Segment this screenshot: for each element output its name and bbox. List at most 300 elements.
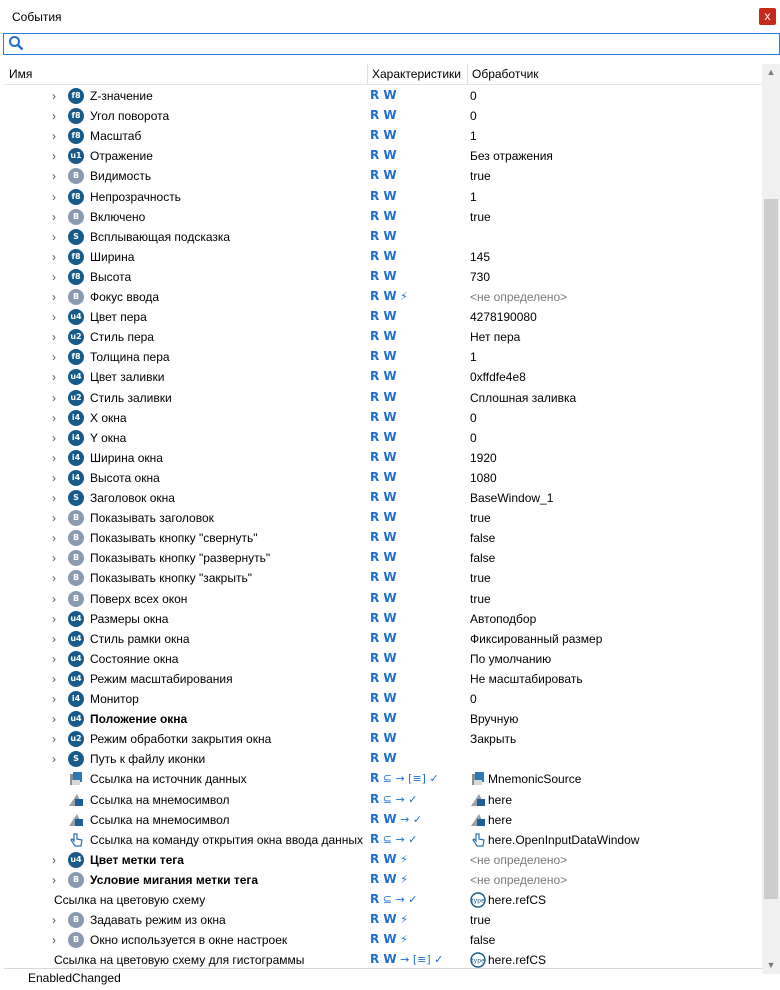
row-name: Высота (90, 269, 132, 284)
mnemo-icon (470, 792, 486, 808)
extra-flags-icon: ⊆ → ✓ (379, 792, 418, 806)
row-name: Окно используется в окне настроек (90, 933, 288, 948)
chevron-right-icon[interactable]: › (52, 370, 56, 385)
row-handler[interactable]: 1 (470, 189, 477, 204)
type-badge-icon: u4 (68, 711, 84, 727)
row-name: Режим обработки закрытия окна (90, 732, 272, 747)
row-handler[interactable]: Фиксированный размер (470, 631, 603, 646)
chevron-right-icon[interactable]: › (52, 631, 56, 646)
tree-row[interactable] (4, 126, 762, 146)
search-input[interactable] (28, 35, 772, 55)
row-name: Ссылка на цветовую схему для гистограммы (54, 953, 305, 968)
hand-icon (68, 832, 84, 848)
row-name: Высота окна (90, 470, 160, 485)
row-name: Цвет пера (90, 310, 147, 325)
svg-text:type: type (471, 957, 485, 965)
type-badge-icon: i4 (68, 430, 84, 446)
row-handler[interactable]: Не масштабировать (470, 671, 583, 686)
row-handler[interactable]: По умолчанию (470, 651, 552, 666)
row-characteristics (370, 611, 397, 625)
rw-flags: R W (370, 429, 397, 444)
close-icon: x (764, 9, 771, 23)
type-badge-icon: u4 (68, 651, 84, 667)
row-characteristics (370, 88, 397, 102)
row-characteristics (370, 309, 397, 323)
row-name: Ссылка на цветовую схему (54, 893, 206, 907)
tree-row[interactable] (4, 528, 762, 548)
tree-row[interactable] (4, 428, 762, 448)
type-badge-icon: B (68, 550, 84, 566)
tree-row[interactable] (4, 287, 762, 307)
type-badge-icon: B (68, 168, 84, 184)
type-badge-icon: u4 (68, 611, 84, 627)
row-handler[interactable]: true (470, 169, 491, 184)
chevron-right-icon[interactable]: › (52, 269, 56, 284)
type-badge-icon: B (68, 289, 84, 305)
rw-flags: R (370, 892, 380, 906)
chevron-right-icon[interactable]: › (52, 491, 56, 505)
rw-flags: R W (370, 610, 397, 625)
row-name: Стиль заливки (90, 390, 172, 405)
type-badge-icon: u2 (68, 731, 84, 747)
chevron-right-icon[interactable]: › (52, 872, 56, 887)
rw-flags: R W (370, 530, 397, 545)
type-badge-icon: f8 (68, 189, 84, 205)
mnemo-icon (68, 792, 84, 808)
chevron-right-icon[interactable]: › (52, 430, 56, 445)
row-characteristics (370, 731, 397, 745)
row-characteristics (370, 832, 417, 846)
chevron-right-icon[interactable]: › (52, 169, 56, 184)
row-handler[interactable]: 0 (470, 410, 477, 425)
row-characteristics (370, 229, 397, 243)
row-characteristics (370, 792, 417, 806)
row-characteristics (370, 872, 408, 886)
rw-flags: R W (370, 851, 397, 866)
row-handler[interactable]: Без отражения (470, 149, 553, 164)
row-handler[interactable]: 0 (470, 109, 477, 124)
row-handler[interactable]: true (470, 209, 491, 224)
row-handler[interactable]: 1080 (470, 470, 497, 485)
type-badge-icon: B (68, 591, 84, 607)
row-characteristics (370, 470, 397, 484)
row-handler[interactable]: 1 (470, 129, 477, 144)
row-name: Включено (90, 209, 146, 224)
tree-row[interactable] (4, 649, 762, 669)
type-badge-icon: B (68, 209, 84, 225)
chevron-right-icon[interactable]: › (52, 189, 56, 204)
tree-row[interactable] (4, 729, 762, 749)
chevron-right-icon[interactable]: › (52, 511, 56, 526)
row-name: Стиль пера (90, 330, 154, 345)
tree-row[interactable] (4, 609, 762, 629)
rw-flags: R W (370, 389, 397, 404)
rw-flags: R W (370, 329, 397, 344)
row-name: Видимость (90, 169, 152, 184)
row-name: Непрозрачность (90, 189, 181, 204)
chevron-right-icon[interactable]: › (52, 651, 56, 666)
search-icon (8, 35, 24, 51)
rw-flags: R W (370, 309, 397, 324)
extra-flags-icon: → ✓ (396, 812, 423, 826)
rw-flags: R W (370, 188, 397, 203)
row-name: Угол поворота (90, 109, 170, 124)
rw-flags: R W (370, 590, 397, 605)
row-handler[interactable]: 4278190080 (470, 310, 537, 325)
chevron-right-icon[interactable]: › (52, 913, 56, 928)
scrollbar-thumb[interactable] (764, 199, 778, 899)
tree-row[interactable] (4, 166, 762, 186)
type-badge-icon: S (68, 751, 84, 767)
type-badge-icon: S (68, 490, 84, 506)
tree-row[interactable] (4, 790, 762, 810)
tree-row[interactable] (4, 187, 762, 207)
type-badge-icon: f8 (68, 128, 84, 144)
type-badge-icon: f8 (68, 269, 84, 285)
type-badge-icon: B (68, 510, 84, 526)
tree-row[interactable] (4, 850, 762, 870)
tree-row[interactable] (4, 488, 762, 508)
chevron-right-icon[interactable]: › (52, 229, 56, 244)
chevron-right-icon[interactable]: › (52, 531, 56, 546)
type-badge-icon: f8 (68, 108, 84, 124)
row-name: Отражение (90, 149, 153, 164)
row-characteristics (370, 289, 408, 303)
extra-flags-icon: ⚡ (396, 913, 408, 927)
row-characteristics (370, 550, 397, 564)
row-handler[interactable]: BaseWindow_1 (470, 491, 554, 505)
tree-row[interactable] (4, 468, 762, 488)
row-handler[interactable]: 730 (470, 269, 491, 284)
hand-icon (470, 832, 486, 848)
tree-row[interactable] (4, 347, 762, 367)
rw-flags: R W (370, 289, 397, 303)
row-characteristics (370, 269, 397, 283)
row-name: Задавать режим из окна (90, 913, 226, 928)
tree-row[interactable] (4, 890, 762, 910)
chevron-right-icon[interactable]: › (52, 551, 56, 566)
tree-row[interactable] (4, 709, 762, 729)
row-handler[interactable]: 0 (470, 430, 477, 445)
row-name: Размеры окна (90, 611, 169, 626)
chevron-right-icon[interactable]: › (52, 450, 56, 465)
rw-flags: R W (370, 871, 397, 886)
row-handler[interactable]: here (488, 792, 513, 807)
row-handler[interactable]: here.OpenInputDataWindow (488, 832, 640, 847)
row-name: Ссылка на мнемосимвол (90, 792, 230, 807)
chevron-right-icon[interactable]: › (52, 109, 56, 124)
type-badge-icon: i4 (68, 691, 84, 707)
chevron-right-icon[interactable]: › (52, 149, 56, 164)
extra-flags-icon: ⚡ (396, 290, 408, 303)
rw-flags: R W (370, 630, 397, 645)
tree-row[interactable] (4, 307, 762, 327)
tree-row[interactable] (4, 106, 762, 126)
type-badge-icon: S (68, 229, 84, 245)
column-header-row (4, 64, 762, 85)
row-characteristics (370, 349, 397, 363)
type-icon (470, 892, 486, 908)
chevron-right-icon[interactable]: › (52, 290, 56, 304)
chevron-right-icon[interactable]: › (52, 209, 56, 224)
column-header-characteristics[interactable]: Характеристики (372, 67, 461, 81)
rw-flags: R (370, 831, 380, 846)
row-handler[interactable]: true (470, 913, 491, 928)
row-characteristics (370, 852, 408, 866)
type-badge-icon: u2 (68, 329, 84, 345)
tree-row[interactable] (4, 327, 762, 347)
row-handler[interactable]: false (470, 531, 496, 546)
chevron-right-icon[interactable]: › (52, 390, 56, 405)
chevron-right-icon[interactable]: › (52, 692, 56, 706)
rw-flags: R W (370, 208, 397, 223)
tree-row[interactable] (4, 910, 762, 930)
row-characteristics (370, 329, 397, 343)
row-handler[interactable]: true (470, 571, 491, 586)
tree-row[interactable] (4, 508, 762, 528)
tree-row[interactable] (4, 830, 762, 850)
row-characteristics (370, 570, 397, 584)
rw-flags: R W (370, 349, 397, 364)
row-name: Состояние окна (90, 651, 179, 666)
rw-flags: R W (370, 369, 397, 384)
row-handler[interactable]: 0 (470, 89, 477, 103)
tree-row[interactable] (4, 568, 762, 588)
tree-row[interactable] (4, 749, 762, 769)
chevron-right-icon[interactable]: › (52, 852, 56, 867)
chevron-right-icon[interactable]: › (52, 410, 56, 425)
tree-row[interactable] (4, 810, 762, 830)
rw-flags: R W (370, 228, 397, 243)
chevron-right-icon[interactable]: › (52, 470, 56, 485)
row-handler[interactable]: MnemonicSource (488, 772, 582, 787)
chevron-right-icon[interactable]: › (52, 310, 56, 325)
tree-row[interactable] (4, 146, 762, 166)
row-characteristics (370, 450, 397, 464)
tree-row[interactable] (4, 388, 762, 408)
row-name: Монитор (90, 692, 139, 706)
row-characteristics (370, 108, 397, 122)
tree-row[interactable] (4, 267, 762, 287)
rw-flags: R W (370, 550, 397, 565)
row-name: Ссылка на команду открытия окна ввода данных (90, 832, 364, 847)
row-characteristics (370, 189, 397, 203)
row-name: Ссылка на мнемосимвол (90, 812, 230, 827)
chevron-right-icon[interactable]: › (52, 330, 56, 345)
rw-flags: R W (370, 168, 397, 183)
extra-flags-icon: → [≡] ✓ (396, 953, 444, 967)
tree-row[interactable] (4, 227, 762, 247)
row-handler[interactable]: Вручную (470, 712, 519, 727)
row-handler[interactable]: true (470, 591, 491, 606)
rw-flags: R W (370, 268, 397, 283)
window-title: События (12, 10, 62, 24)
row-characteristics (370, 410, 397, 424)
row-characteristics (370, 249, 397, 263)
tree-row[interactable] (4, 247, 762, 267)
rw-flags: R W (370, 490, 397, 504)
rw-flags: R W (370, 650, 397, 665)
row-handler[interactable]: <не определено> (470, 872, 568, 887)
rw-flags: R W (370, 751, 397, 766)
scroll-up-arrow-icon[interactable]: ▲ (766, 67, 776, 77)
tree-row[interactable] (4, 408, 762, 428)
row-characteristics (370, 128, 397, 142)
tree-row[interactable] (4, 870, 762, 890)
row-name: Ширина окна (90, 450, 163, 465)
source-icon (68, 771, 84, 787)
close-button[interactable] (759, 8, 776, 25)
chevron-right-icon[interactable]: › (52, 933, 56, 948)
row-characteristics (370, 510, 397, 524)
row-handler[interactable]: <не определено> (470, 290, 568, 304)
type-badge-icon: u4 (68, 671, 84, 687)
row-characteristics (370, 912, 408, 926)
row-handler[interactable]: false (470, 933, 496, 948)
row-characteristics (370, 209, 397, 223)
column-header-handler[interactable]: Обработчик (472, 67, 539, 81)
rw-flags: R W (370, 811, 397, 826)
tree-row[interactable] (4, 448, 762, 468)
row-handler[interactable]: 0xffdfe4e8 (470, 370, 526, 385)
rw-flags: R W (370, 952, 397, 967)
row-name: Всплывающая подсказка (90, 229, 231, 244)
selected-event-name: EnabledChanged (28, 971, 121, 985)
type-badge-icon: B (68, 872, 84, 888)
chevron-right-icon[interactable]: › (52, 129, 56, 144)
tree-row[interactable] (4, 86, 762, 106)
tree-row[interactable] (4, 689, 762, 709)
rw-flags: R (370, 771, 380, 786)
row-handler[interactable]: 0 (470, 692, 477, 706)
row-handler[interactable]: Сплошная заливка (470, 390, 577, 405)
row-characteristics (370, 812, 422, 826)
row-characteristics (370, 390, 397, 404)
column-divider[interactable] (467, 64, 468, 84)
row-handler[interactable]: Автоподбор (470, 611, 537, 626)
row-name: Цвет метки тега (90, 852, 184, 867)
chevron-right-icon[interactable]: › (52, 671, 56, 686)
rw-flags: R W (370, 108, 397, 123)
row-handler[interactable]: 145 (470, 249, 491, 264)
row-characteristics (370, 490, 397, 504)
type-badge-icon: u4 (68, 309, 84, 325)
rw-flags: R (370, 791, 380, 806)
extra-flags-icon: ⊆ → ✓ (379, 832, 418, 846)
row-handler[interactable]: 1920 (470, 450, 497, 465)
row-name: Заголовок окна (90, 491, 175, 505)
search-bar[interactable] (3, 33, 780, 55)
row-name: Условие мигания метки тега (90, 872, 259, 887)
row-handler[interactable]: Нет пера (470, 330, 521, 345)
mnemo-icon (470, 812, 486, 828)
extra-flags-icon: ⊆ → [≡] ✓ (379, 772, 439, 786)
row-handler[interactable]: 1 (470, 350, 477, 365)
type-badge-icon: B (68, 570, 84, 586)
chevron-right-icon[interactable]: › (52, 571, 56, 586)
mnemo-icon (68, 812, 84, 828)
type-badge-icon: f8 (68, 88, 84, 104)
row-characteristics (370, 591, 397, 605)
row-name: Режим масштабирования (90, 671, 233, 686)
rw-flags: R W (370, 932, 397, 947)
rw-flags: R W (370, 731, 397, 746)
row-characteristics (370, 892, 417, 906)
row-characteristics (370, 631, 397, 645)
type-icon (470, 952, 486, 968)
type-badge-icon: u2 (68, 390, 84, 406)
row-characteristics (370, 952, 443, 966)
row-characteristics (370, 671, 397, 685)
tree-row[interactable] (4, 769, 762, 789)
source-icon (470, 771, 486, 787)
row-handler[interactable]: here (488, 812, 513, 827)
type-badge-icon: i4 (68, 410, 84, 426)
row-name: Показывать заголовок (90, 511, 214, 526)
rw-flags: R W (370, 711, 397, 726)
tree-row[interactable] (4, 207, 762, 227)
type-badge-icon: i4 (68, 450, 84, 466)
chevron-right-icon[interactable]: › (52, 350, 56, 365)
row-handler[interactable]: false (470, 551, 496, 566)
row-characteristics (370, 168, 397, 182)
chevron-right-icon[interactable]: › (52, 732, 56, 747)
chevron-right-icon[interactable]: › (52, 611, 56, 626)
chevron-right-icon[interactable]: › (52, 591, 56, 606)
row-handler[interactable]: here.refCS (488, 953, 547, 968)
row-name: X окна (90, 410, 127, 425)
row-name: Y окна (90, 430, 127, 445)
row-name: Масштаб (90, 129, 142, 144)
type-badge-icon: i4 (68, 470, 84, 486)
row-handler[interactable]: Закрыть (470, 732, 517, 747)
row-name: Положение окна (90, 712, 188, 727)
tree-row[interactable] (4, 629, 762, 649)
row-name: Z-значение (90, 89, 153, 103)
chevron-right-icon[interactable]: › (52, 712, 56, 727)
rw-flags: R W (370, 570, 397, 585)
chevron-right-icon[interactable]: › (52, 752, 56, 767)
type-badge-icon: B (68, 932, 84, 948)
type-badge-icon: f8 (68, 349, 84, 365)
rw-flags: R W (370, 449, 397, 464)
rw-flags: R W (370, 248, 397, 263)
status-bar (4, 968, 762, 987)
row-handler[interactable]: <не определено> (470, 852, 568, 867)
chevron-right-icon[interactable]: › (52, 89, 56, 103)
chevron-right-icon[interactable]: › (52, 249, 56, 264)
title-bar (0, 0, 780, 34)
row-handler[interactable]: here.refCS (488, 893, 547, 907)
rw-flags: R W (370, 691, 397, 705)
tree-row[interactable] (4, 930, 762, 950)
extra-flags-icon: ⚡ (396, 852, 408, 866)
row-handler[interactable]: true (470, 511, 491, 526)
tree-row[interactable] (4, 367, 762, 387)
type-badge-icon: u4 (68, 852, 84, 868)
vertical-scrollbar[interactable] (762, 64, 780, 974)
tree-row[interactable] (4, 548, 762, 568)
tree-row[interactable] (4, 589, 762, 609)
tree-row[interactable] (4, 669, 762, 689)
column-divider[interactable] (367, 64, 368, 84)
scroll-down-arrow-icon[interactable]: ▼ (766, 960, 776, 970)
svg-text:type: type (471, 897, 485, 905)
row-characteristics (370, 430, 397, 444)
extra-flags-icon: ⚡ (396, 933, 408, 947)
column-header-name[interactable]: Имя (9, 67, 33, 81)
row-name: Стиль рамки окна (90, 631, 190, 646)
